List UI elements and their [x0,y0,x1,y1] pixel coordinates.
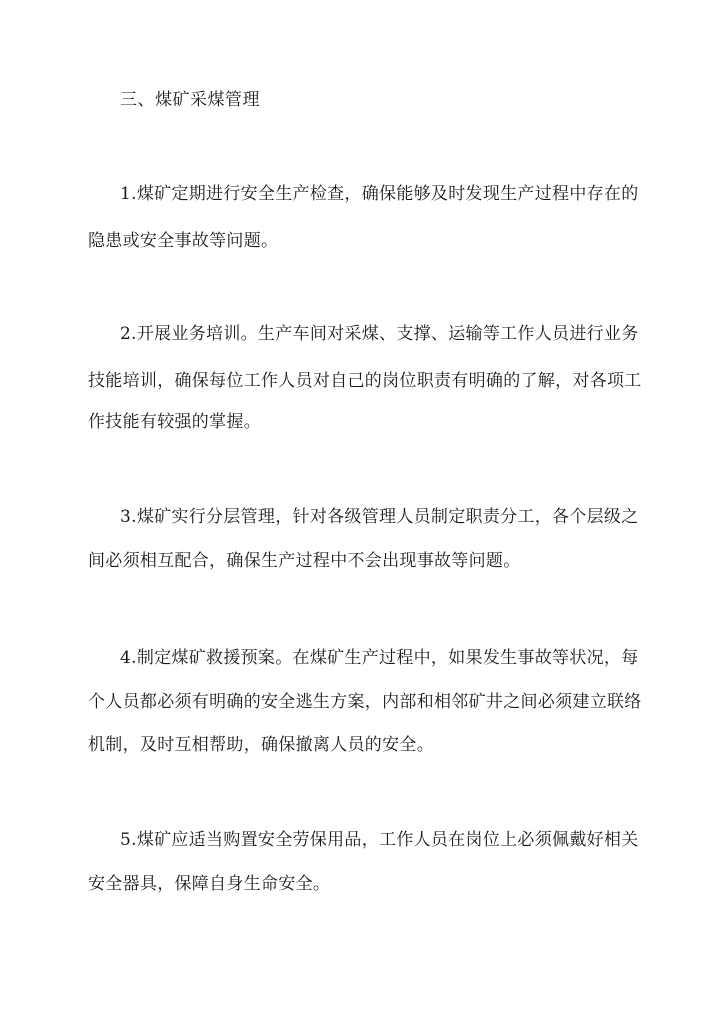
paragraph-line: 技能培训，确保每位工作人员对自己的岗位职责有明确的了解，对各项工 [88,371,642,391]
paragraph-line: 5.煤矿应适当购置安全劳保用品，工作人员在岗位上必须佩戴好相关 [120,830,639,850]
paragraph-line: 3.煤矿实行分层管理，针对各级管理人员制定职责分工，各个层级之 [120,507,639,527]
paragraph-line: 间必须相互配合，确保生产过程中不会出现事故等问题。 [88,551,521,571]
paragraph-line: 个人员都必须有明确的安全逃生方案，内部和相邻矿井之间必须建立联络 [88,692,642,712]
paragraph-line: 隐患或安全事故等问题。 [88,231,279,251]
section-heading: 三、煤矿采煤管理 [120,90,260,110]
paragraph-line: 2.开展业务培训。生产车间对采煤、支撑、运输等工作人员进行业务 [120,324,639,344]
paragraph-line: 作技能有较强的掌握。 [88,412,261,432]
paragraph-line: 1.煤矿定期进行安全生产检查，确保能够及时发现生产过程中存在的 [120,184,639,204]
paragraph-line: 4.制定煤矿救援预案。在煤矿生产过程中，如果发生事故等状况，每 [120,648,639,668]
paragraph-line: 机制，及时互相帮助，确保撤离人员的安全。 [88,735,434,755]
paragraph-line: 安全器具，保障自身生命安全。 [88,874,331,894]
